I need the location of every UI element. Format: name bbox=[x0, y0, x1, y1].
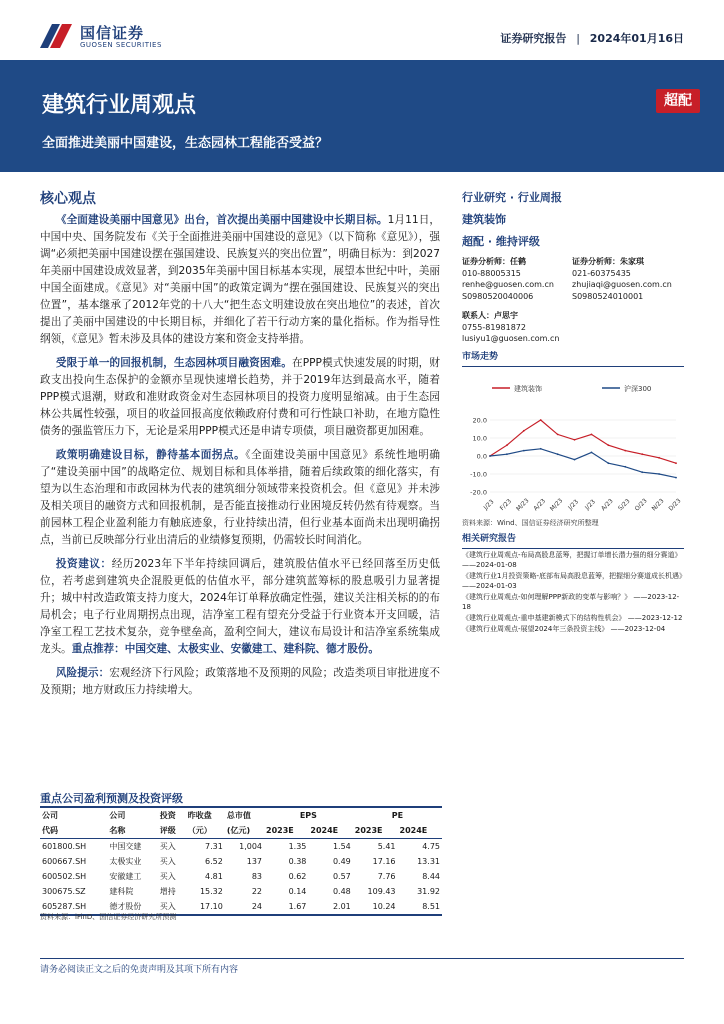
col-header: 昨收盘 bbox=[186, 807, 225, 823]
analyst-email: zhujiaqi@guosen.com.cn bbox=[572, 280, 672, 289]
data-point bbox=[489, 455, 491, 457]
paragraph-lead: 投资建议： bbox=[55, 558, 112, 570]
x-tick-label: M/23 bbox=[548, 497, 565, 513]
cell-pe24: 8.44 bbox=[422, 872, 440, 881]
cell-mcap: 24 bbox=[225, 899, 264, 915]
analyst-block bbox=[462, 256, 692, 312]
cell-code: 605287.SH bbox=[40, 899, 107, 915]
cell-eps24: 0.48 bbox=[332, 887, 351, 896]
data-point bbox=[658, 473, 660, 475]
cell-eps23: 0.14 bbox=[288, 887, 307, 896]
col-header: 公司 bbox=[40, 807, 107, 823]
analyst-email: renhe@guosen.com.cn bbox=[462, 280, 554, 289]
core-view-body bbox=[40, 212, 440, 706]
cell-mcap: 1,004 bbox=[239, 842, 263, 851]
paragraph-1 bbox=[40, 212, 440, 348]
cell-eps23: 0.38 bbox=[288, 857, 307, 866]
col-header: 评级 bbox=[158, 823, 186, 839]
cell-mcap: 22 bbox=[251, 887, 263, 896]
cell-code: 600667.SH bbox=[42, 857, 87, 866]
report-title: 建筑行业周观点 bbox=[42, 93, 197, 118]
rating-text: 超配 · 维持评级 bbox=[462, 235, 540, 248]
forecast-table bbox=[40, 806, 442, 916]
data-point bbox=[574, 459, 576, 461]
cell-eps24: 2.01 bbox=[308, 899, 352, 915]
footer-divider bbox=[40, 958, 684, 959]
col-header: 公司 bbox=[107, 807, 157, 823]
x-tick-label: N/23 bbox=[650, 497, 666, 513]
table-header-row bbox=[40, 823, 442, 839]
x-tick-label: A/23 bbox=[599, 497, 615, 513]
recommend-list: 中国交建、太极实业、安徽建工、建科院、德才股份。 bbox=[124, 643, 379, 655]
related-reports-list bbox=[462, 550, 686, 635]
data-point bbox=[641, 453, 643, 455]
col-header: 代码 bbox=[40, 823, 107, 839]
cell-eps23: 1.35 bbox=[288, 842, 307, 851]
data-point bbox=[506, 453, 508, 455]
cell-code: 601800.SH bbox=[42, 842, 87, 851]
y-tick-label: 10.0 bbox=[472, 434, 487, 443]
data-point bbox=[591, 452, 593, 454]
col-header: 2023E bbox=[264, 823, 308, 839]
col-header: 2024E bbox=[308, 823, 352, 839]
industry-name: 建筑装饰 bbox=[462, 213, 506, 226]
cell-name: 太极实业 bbox=[109, 857, 142, 866]
x-tick-label: M/23 bbox=[515, 497, 531, 513]
cell-pe23: 7.76 bbox=[377, 872, 396, 881]
cell-pe23: 10.24 bbox=[353, 899, 398, 915]
y-tick-label: -10.0 bbox=[470, 470, 487, 479]
related-reports-title: 相关研究报告 bbox=[462, 534, 684, 549]
cell-name: 建科院 bbox=[109, 887, 134, 896]
contact-email: lusiyu1@guosen.com.cn bbox=[462, 334, 560, 343]
cell-name: 安徽建工 bbox=[109, 872, 142, 881]
x-tick-label: J/23 bbox=[566, 498, 581, 512]
cell-name: 中国交建 bbox=[109, 842, 142, 851]
col-header-pe: PE bbox=[353, 807, 442, 823]
paragraph-text: 宏观经济下行风险；政策落地不及预期的风险；改造类项目审批进度不及预期；地方财政压力持续增大。 bbox=[40, 667, 440, 696]
data-point bbox=[675, 462, 677, 464]
paragraph-text: 1月11日，中国中央、国务院发布《关于全面推进美丽中国建设的意见》（以下简称《意见》），强调“必须把美丽中国建设摆在强国建设、民族复兴的突出位置”，明确目标为：到2027年美丽中国建设成效显著，到2035年美丽中国目标基本实现，展望本世纪中叶，美丽中国全面建成。《意见》对“美丽中国”的政策定调为“摆在强国建设、民族复兴的突出位置”，基本继承了2012年党的十八大“把生态文明建设放在突出地位”的表述，首次提出了美丽中国建设的中长期目标，并细化了若干行动方案的量化指标。作为指导性纲领，《意见》暂未涉及具体的建设方案和资金支持举措。 bbox=[40, 214, 440, 345]
data-point bbox=[540, 448, 542, 450]
data-point bbox=[591, 434, 593, 436]
x-tick-label: O/23 bbox=[633, 497, 649, 513]
data-point bbox=[540, 419, 542, 421]
x-tick-label: J/23 bbox=[583, 498, 597, 512]
table-row bbox=[40, 869, 442, 884]
data-point bbox=[574, 439, 576, 441]
data-point bbox=[675, 477, 677, 479]
col-header: (亿元) bbox=[225, 823, 264, 839]
series-line-0 bbox=[490, 420, 676, 463]
col-header-eps: EPS bbox=[264, 807, 353, 823]
y-tick-label: 0.0 bbox=[476, 452, 487, 461]
paragraph-2 bbox=[40, 355, 440, 440]
table-row bbox=[40, 839, 442, 855]
related-report-link[interactable]: 《建筑行业周观点-如何理解PPP新政的变革与影响？》 ——2023-12-18 bbox=[462, 593, 680, 611]
guosen-logo-icon bbox=[40, 24, 72, 48]
related-report-link[interactable]: 《建筑行业周观点-展望2024年三条投资主线》 ——2023-12-04 bbox=[462, 625, 666, 633]
analyst-cert: S0980520040006 bbox=[462, 291, 534, 301]
table-row bbox=[40, 884, 442, 899]
cell-eps24: 0.49 bbox=[332, 857, 351, 866]
col-header: 投资 bbox=[158, 807, 186, 823]
brand-name-cn: 国信证券 bbox=[80, 24, 145, 42]
cell-name: 德才股份 bbox=[107, 899, 157, 915]
brand-name-en: GUOSEN SECURITIES bbox=[80, 41, 162, 49]
x-tick-label: S/23 bbox=[616, 497, 632, 513]
paragraph-text: 《全面建设美丽中国意见》系统性地明确了“建设美丽中国”的战略定位、规划目标和具体举措，随着后续政策的细化落实，有望为以生态治理和市政园林为代表的建筑细分领域带来投资机会。但《意见》并未涉及相关项目的融资方式和回报机制，是否能直接推动行业困境反转仍然有待观察。当前园林工程企业盈利能力有触底迹象，行业持续出清，但行业基本面尚未出现明确拐点，当前已反映部分行业出清后的业绩修复预期，仍需较长时间消化。 bbox=[40, 449, 440, 546]
legend-label: 建筑装饰 bbox=[514, 385, 542, 393]
related-report-link[interactable]: 《建筑行业周观点-布局高股息蓝筹，把握订单增长潜力强的细分赛道》 ——2024-01-08 bbox=[462, 551, 682, 569]
data-point bbox=[607, 444, 609, 446]
recommend-lead: 重点推荐： bbox=[71, 643, 125, 655]
cell-pe23: 109.43 bbox=[367, 887, 396, 896]
report-category: 行业研究 · 行业周报 bbox=[462, 191, 562, 204]
cell-rating: 增持 bbox=[159, 887, 176, 896]
analyst-label: 证券分析师：朱家琪 bbox=[572, 257, 644, 266]
data-point bbox=[607, 462, 609, 464]
contact-label: 联系人：卢思宇 bbox=[462, 311, 518, 320]
cell-rating: 买入 bbox=[159, 872, 176, 881]
paragraph-5 bbox=[40, 665, 440, 699]
data-point bbox=[658, 457, 660, 459]
cell-close: 17.10 bbox=[186, 899, 225, 915]
market-trend-chart bbox=[462, 380, 686, 520]
cell-pe24: 13.31 bbox=[417, 857, 440, 866]
cell-close: 15.32 bbox=[199, 887, 223, 896]
x-tick-label: A/23 bbox=[532, 497, 548, 513]
analyst-cert: S0980524010001 bbox=[572, 291, 644, 301]
analyst-1 bbox=[462, 256, 572, 302]
table-header-row bbox=[40, 807, 442, 823]
cell-rating: 买入 bbox=[159, 842, 176, 851]
cell-eps24: 0.57 bbox=[332, 872, 351, 881]
cell-close: 7.31 bbox=[205, 842, 223, 851]
report-type: 证券研究报告 bbox=[500, 32, 567, 45]
cell-code: 600502.SH bbox=[42, 872, 87, 881]
analyst-2 bbox=[572, 256, 682, 302]
table-source: 资料来源：iFinD、国信证券经济研究所预测 bbox=[40, 913, 177, 921]
y-tick-label: 20.0 bbox=[472, 416, 487, 425]
data-point bbox=[506, 444, 508, 446]
paragraph-4 bbox=[40, 556, 440, 658]
cell-pe24: 31.92 bbox=[417, 887, 440, 896]
report-meta: 证券研究报告 | 2024年01月16日 bbox=[500, 32, 684, 45]
contact-phone: 0755-81981872 bbox=[462, 322, 526, 332]
x-tick-label: D/23 bbox=[667, 497, 683, 513]
paragraph-text: 经历2023年下半年持续回调后，建筑股估值水平已经回落至历史低位，若考虑到建筑央企混股更低的估值水平，部分建筑蓝筹标的股息吸引力显著提升；城中村改造政策支持力度大，2024年订单释放确定性强，建议关注相关标的的布局机会；电子行业周期拐点出现，洁净室工程有望充分受益于行业资本开支回暖，洁净室工程工艺技术复杂，竞争壁垒高，盈利空间大，建议布局设计和洁净室系统集成龙头。 bbox=[40, 558, 440, 655]
cell-rating: 买入 bbox=[159, 857, 176, 866]
y-tick-label: -20.0 bbox=[470, 488, 487, 497]
market-trend-title: 市场走势 bbox=[462, 352, 684, 367]
data-point bbox=[557, 453, 559, 455]
data-point bbox=[624, 466, 626, 468]
table-row bbox=[40, 854, 442, 869]
cell-pe24: 8.51 bbox=[398, 899, 442, 915]
col-header: 2023E bbox=[353, 823, 398, 839]
disclaimer-footer: 请务必阅读正文之后的免责声明及其项下所有内容 bbox=[40, 965, 239, 975]
cell-eps23: 1.67 bbox=[264, 899, 308, 915]
chart-source: 资料来源：Wind、国信证券经济研究所整理 bbox=[462, 519, 599, 527]
cell-close: 4.81 bbox=[205, 872, 223, 881]
paragraph-lead: 风险提示： bbox=[55, 667, 110, 679]
cell-code: 300675.SZ bbox=[42, 887, 86, 896]
data-point bbox=[641, 471, 643, 473]
paragraph-lead: 受限于单一的回报机制，生态园林项目融资困难。 bbox=[55, 357, 293, 369]
data-point bbox=[523, 450, 525, 452]
report-date: 2024年01月16日 bbox=[589, 32, 684, 45]
contact-block bbox=[462, 310, 692, 345]
col-header: （元） bbox=[186, 823, 225, 839]
analyst-phone: 021-60375435 bbox=[572, 268, 631, 278]
rating-badge: 超配 bbox=[656, 89, 700, 113]
x-tick-label: F/23 bbox=[498, 497, 513, 513]
paragraph-lead: 《全面建设美丽中国意见》出台，首次提出美丽中国建设中长期目标。 bbox=[55, 214, 388, 226]
cell-pe24: 4.75 bbox=[422, 842, 440, 851]
cell-eps24: 1.54 bbox=[332, 842, 351, 851]
cell-pe23: 17.16 bbox=[372, 857, 396, 866]
series-line-1 bbox=[490, 449, 676, 478]
related-report-link[interactable]: 《建筑行业周观点-重申基建新模式下的结构性机会》 ——2023-12-12 bbox=[462, 614, 683, 622]
report-subtitle: 全面推进美丽中国建设，生态园林工程能否受益？ bbox=[42, 136, 329, 151]
cell-mcap: 137 bbox=[246, 857, 263, 866]
legend-label: 沪深300 bbox=[624, 385, 652, 393]
forecast-table-title: 重点公司盈利预测及投资评级 bbox=[40, 792, 183, 805]
data-point bbox=[624, 450, 626, 452]
x-tick-label: J/23 bbox=[482, 498, 496, 512]
col-header: 总市值 bbox=[225, 807, 264, 823]
cell-eps23: 0.62 bbox=[288, 872, 307, 881]
data-point bbox=[557, 434, 559, 436]
analyst-label: 证券分析师：任鹤 bbox=[462, 257, 526, 266]
paragraph-3 bbox=[40, 447, 440, 549]
paragraph-text: 在PPP模式快速发展的时期，财政支出投向生态保护的金额亦呈现快速增长趋势，并于2019年达到最高水平，随着PPP模式退潮，财政和准财政资金对生态园林项目的投资力度明显缩减。由于生态园林公共属性较强，项目的收益回报高度依赖政府付费和可行性缺口补助，在地方隐性债务的强监管压力下，无论是采用PPP模式还是申请专项债，项目融资都更加困难。 bbox=[40, 357, 440, 437]
data-point bbox=[523, 430, 525, 432]
paragraph-lead: 政策明确建设目标，静待基本面拐点。 bbox=[55, 449, 246, 461]
related-report-link[interactable]: 《建筑行业1月投资策略-底部布局高股息蓝筹，把握细分赛道成长机遇》 ——2024-01-03 bbox=[462, 572, 686, 590]
cell-close: 6.52 bbox=[205, 857, 223, 866]
cell-mcap: 83 bbox=[251, 872, 263, 881]
cell-rating: 买入 bbox=[158, 899, 186, 915]
cell-pe23: 5.41 bbox=[377, 842, 396, 851]
col-header: 名称 bbox=[107, 823, 157, 839]
core-view-title: 核心观点 bbox=[40, 191, 96, 207]
col-header: 2024E bbox=[398, 823, 442, 839]
analyst-phone: 010-88005315 bbox=[462, 268, 521, 278]
